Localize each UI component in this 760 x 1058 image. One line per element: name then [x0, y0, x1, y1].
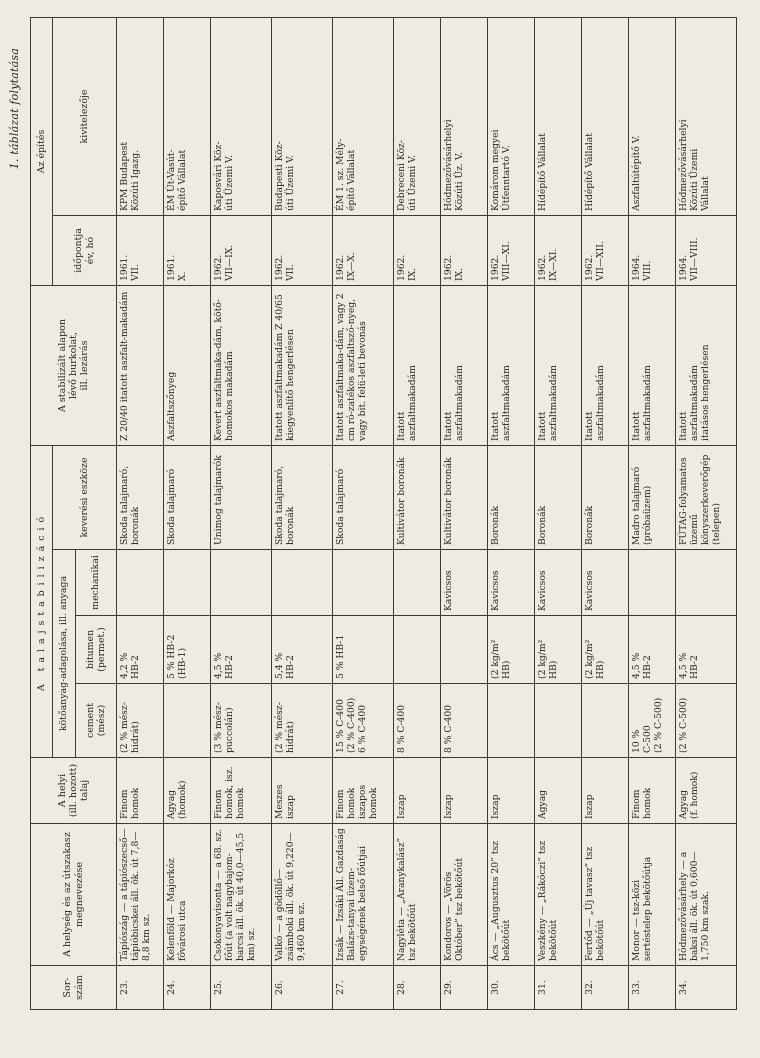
row-place: Kelenföld — Majorkóz fővárosi utca — [164, 824, 211, 966]
row-number: 32. — [582, 966, 629, 1010]
row-soil: Iszap — [582, 758, 629, 824]
header-mechanikai: mechanikai — [76, 550, 117, 616]
row-surface: Itatott aszfaltmaka-dám, vagy 2 cm ró-zatékos aszfaltsző-nyeg, vagy bit. felü-leti bevonás — [333, 286, 394, 446]
row-bitumen: 5,4 % HB-2 — [272, 616, 333, 684]
table-row — [441, 18, 488, 1010]
table-row — [394, 18, 441, 1010]
row-place: Ács — „Augusztus 20” tsz bekötőút — [488, 824, 535, 966]
row-soil: Iszap — [441, 758, 488, 824]
row-surface: Itatott aszfaltmakadám — [535, 286, 582, 446]
row-bitumen: 4,5 % HB-2 — [211, 616, 272, 684]
row-mechanical: Kavicsos — [582, 550, 629, 616]
table-row — [629, 18, 676, 1010]
row-place: Veszkény — „Rákóczi” tsz bekötőút — [535, 824, 582, 966]
header-burkolat: A stabilizált alapon lévő burkolat, ill. lezárás — [31, 286, 117, 446]
table-row — [272, 18, 333, 1010]
row-contractor: Aszfaltútépítő V. — [629, 18, 676, 216]
row-mixer: Skoda talajmaró — [164, 446, 211, 550]
row-place: Nagyléta — „Aranykalász” tsz bekötőút — [394, 824, 441, 966]
row-mixer: Boronák — [488, 446, 535, 550]
table-row — [333, 18, 394, 1010]
table-row — [582, 18, 629, 1010]
row-surface: Itatott aszfaltmakadám — [488, 286, 535, 446]
row-place: Kondoros — „Vörös Október” tsz bekötőút — [441, 824, 488, 966]
row-date: 1961. X. — [164, 216, 211, 286]
row-contractor: Hódmezővásárhelyi Közúti Üzemi Vállalat — [676, 18, 737, 216]
row-bitumen: (2 kg/m² HB) — [535, 616, 582, 684]
row-mechanical — [676, 550, 737, 616]
row-date: 1962. IX—XI. — [535, 216, 582, 286]
row-soil: Finom homok, isz. homok — [211, 758, 272, 824]
row-contractor: Kaposvári Köz- úti Üzemi V. — [211, 18, 272, 216]
row-cement — [582, 684, 629, 758]
row-soil: Finom homok iszapos homok — [333, 758, 394, 824]
row-surface: Itatott aszfaltmakadám — [441, 286, 488, 446]
row-mechanical — [629, 550, 676, 616]
table-row — [164, 18, 211, 1010]
row-mixer: Skoda talajmaró, boronák — [272, 446, 333, 550]
soil-stabilization-table — [30, 17, 737, 1010]
table-row — [117, 18, 164, 1010]
header-cement: cement (mész) — [76, 684, 117, 758]
row-number: 34. — [676, 966, 737, 1010]
row-place: Valkó — a gödöllő—zsámboki áll. ök. út 9,220—9,460 km sz. — [272, 824, 333, 966]
row-contractor: Hídépítő Vállalat — [535, 18, 582, 216]
row-date: 1962. VII—IX. — [211, 216, 272, 286]
header-bitumen: bitumen (permet.) — [76, 616, 117, 684]
row-mixer: Unimog talajmarók — [211, 446, 272, 550]
row-soil: Finom homok — [629, 758, 676, 824]
row-mixer: Boronák — [582, 446, 629, 550]
row-place: Monor — tsz-közi sertéstelep bekötőútja — [629, 824, 676, 966]
row-cement: 15 % C-400 (2 % C-400) 6 % C-400 — [333, 684, 394, 758]
table-body — [117, 18, 737, 1010]
row-soil: Finom homok — [117, 758, 164, 824]
row-mixer: Madro talajmaró (próbaüzem) — [629, 446, 676, 550]
row-date: 1964. VIII. — [629, 216, 676, 286]
row-date: 1962. IX. — [441, 216, 488, 286]
row-mixer: Kultivátor boronák — [394, 446, 441, 550]
row-soil: Agyag — [535, 758, 582, 824]
header-idopont: időpontja év, hó — [53, 216, 117, 286]
row-cement: (2 % mész-hidrát) — [272, 684, 333, 758]
row-number: 30. — [488, 966, 535, 1010]
row-mixer: Skoda talajmaró — [333, 446, 394, 550]
row-place: Csokonyavisonta — a 68. sz. főút (a volt nagybajom-barcsi áll. ök. út 40,0—45,5 km) sz. — [211, 824, 272, 966]
row-contractor: Komárom megyei Útfenntartó V. — [488, 18, 535, 216]
row-soil: Iszap — [488, 758, 535, 824]
row-place: Izsák — Izsáki Áll. Gazdaság Balázs-tanyai üzem-egységének belső főútjai — [333, 824, 394, 966]
row-cement: (2 % C-500) — [676, 684, 737, 758]
row-mechanical: Kavicsos — [535, 550, 582, 616]
row-mechanical — [333, 550, 394, 616]
row-date: 1962. VII. — [272, 216, 333, 286]
row-bitumen: 4,2 % HB-2 — [117, 616, 164, 684]
row-surface: Z 20/40 itatott aszfalt-makadám — [117, 286, 164, 446]
row-contractor: ÉM 1. sz. Mély- építő Vállalat — [333, 18, 394, 216]
row-soil: Agyag (f. homok) — [676, 758, 737, 824]
row-place: Fertőd — „Új tavasz” tsz bekötőút — [582, 824, 629, 966]
row-date: 1962. IX—X. — [333, 216, 394, 286]
row-bitumen — [394, 616, 441, 684]
row-soil: Agyag (homok) — [164, 758, 211, 824]
table-row — [535, 18, 582, 1010]
row-surface: Kevert aszfaltmaka-dám, kötő-homokos makadám — [211, 286, 272, 446]
row-mechanical: Kavicsos — [441, 550, 488, 616]
row-date: 1962. IX. — [394, 216, 441, 286]
row-date: 1962. VII—XII. — [582, 216, 629, 286]
row-cement — [488, 684, 535, 758]
row-number: 31. — [535, 966, 582, 1010]
header-kotoanyag: kötőanyag-adagolása, ill. anyaga — [53, 550, 76, 758]
header-helyseg: A helység és az útszakasz megnevezése — [31, 824, 117, 966]
header-epites: Az építés — [31, 18, 53, 286]
row-mechanical — [211, 550, 272, 616]
row-mixer: Boronák — [535, 446, 582, 550]
row-contractor: Debreceni Köz- úti Üzemi V. — [394, 18, 441, 216]
row-surface: Itatott aszfaltmakadám — [629, 286, 676, 446]
row-cement — [535, 684, 582, 758]
row-bitumen: 4,5 % HB-2 — [676, 616, 737, 684]
row-contractor: ÉM Út-Vasút- építő Vállalat — [164, 18, 211, 216]
row-place: Hódmezővásárhely — a baksi áll. ök. út 0,600—1,750 km szak. — [676, 824, 737, 966]
header-talaj: A helyi (ill. hozott) talaj — [31, 758, 117, 824]
row-number: 24. — [164, 966, 211, 1010]
row-number: 29. — [441, 966, 488, 1010]
row-contractor: Hídépítő Vállalat — [582, 18, 629, 216]
row-mixer: Kultivátor boronák — [441, 446, 488, 550]
header-stabilizacio: A talajstabilizáció — [31, 446, 53, 758]
header-sorszam: Sor- szám — [31, 966, 117, 1010]
row-mixer: FÚTAG-folyamatos üzemű könyszerkeverőgép (telepen) — [676, 446, 737, 550]
row-surface: Itatott aszfaltmakadám Z 40/65 kiegyenlítő hengerlésen — [272, 286, 333, 446]
row-number: 23. — [117, 966, 164, 1010]
row-mechanical — [164, 550, 211, 616]
row-soil: Meszes iszap — [272, 758, 333, 824]
row-cement: (3 % mész-puccolán) — [211, 684, 272, 758]
row-contractor: KPM Budapest Közúti Igazg. — [117, 18, 164, 216]
row-bitumen — [441, 616, 488, 684]
row-bitumen: 5 % HB-1 — [333, 616, 394, 684]
row-cement: 10 % C-500 (2 % C-500) — [629, 684, 676, 758]
row-date: 1964. VII—VIII. — [676, 216, 737, 286]
row-bitumen: (2 kg/m² HB) — [582, 616, 629, 684]
row-soil: Iszap — [394, 758, 441, 824]
row-mechanical — [394, 550, 441, 616]
header-kivitelezo: kivitelezője — [53, 18, 117, 216]
row-cement: (2 % mész-hidrát) — [117, 684, 164, 758]
row-date: 1961. VII. — [117, 216, 164, 286]
row-contractor: Hódmezővásárhelyi Közúti Üz. V. — [441, 18, 488, 216]
row-number: 27. — [333, 966, 394, 1010]
row-surface: Itatott aszfaltmakadám itatásos hengerlésen — [676, 286, 737, 446]
row-cement: 8 % C-400 — [441, 684, 488, 758]
row-mechanical — [117, 550, 164, 616]
row-surface: Itatott aszfaltmakadám — [394, 286, 441, 446]
row-surface: Aszfaltszőnyeg — [164, 286, 211, 446]
row-mechanical: Kavicsos — [488, 550, 535, 616]
row-place: Tápiószág — a tápiószecső—tápióbicskei áll. ök. út 7,8—8,8 km sz. — [117, 824, 164, 966]
row-bitumen: 5 % HB-2 (HB-1) — [164, 616, 211, 684]
table-caption: 1. táblázat folytatása — [8, 48, 21, 170]
row-number: 25. — [211, 966, 272, 1010]
header-keveresi: keverési eszköze — [53, 446, 117, 550]
row-number: 28. — [394, 966, 441, 1010]
row-number: 33. — [629, 966, 676, 1010]
row-contractor: Budapesti Köz- úti Üzemi V. — [272, 18, 333, 216]
row-mechanical — [272, 550, 333, 616]
row-surface: Itatott aszfaltmakadám — [582, 286, 629, 446]
row-number: 26. — [272, 966, 333, 1010]
row-cement: 8 % C-400 — [394, 684, 441, 758]
row-cement — [164, 684, 211, 758]
table-row — [676, 18, 737, 1010]
table-row — [488, 18, 535, 1010]
row-mixer: Skoda talajmaró, boronák — [117, 446, 164, 550]
row-date: 1962. VIII—XI. — [488, 216, 535, 286]
table-row — [211, 18, 272, 1010]
row-bitumen: (2 kg/m² HB) — [488, 616, 535, 684]
row-bitumen: 4,5 % HB-2 — [629, 616, 676, 684]
